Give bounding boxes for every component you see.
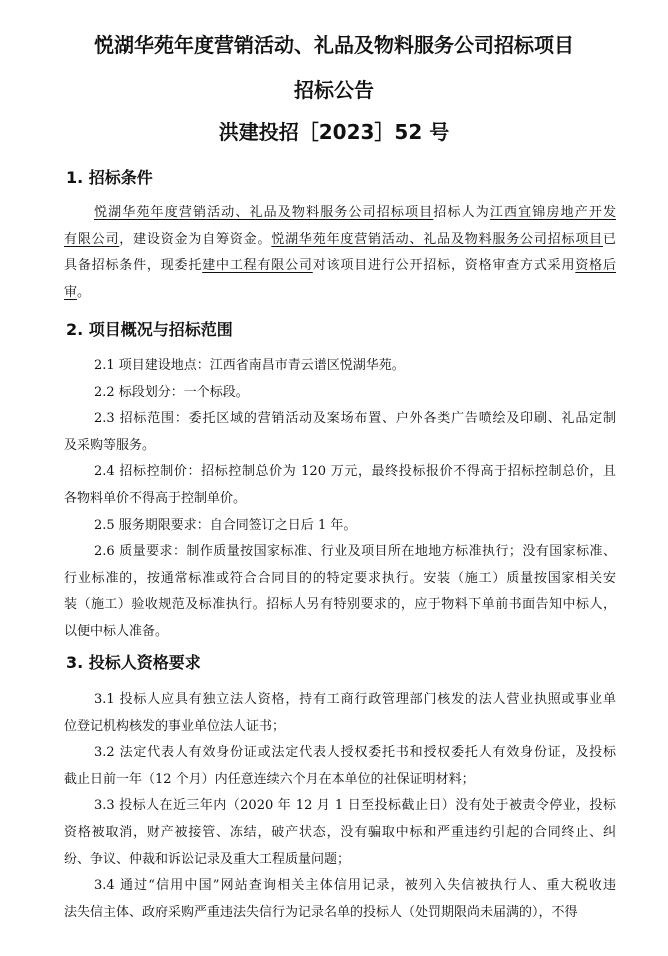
text: 对该项目进行公开招标，资格审查方式采用	[312, 258, 576, 274]
text-line	[64, 513, 616, 540]
text: 招标人为	[433, 205, 490, 220]
underlined-text: 悦湖华苑年度营销活动、礼品及物料服务公司招标项目	[271, 231, 603, 247]
text: 已	[602, 231, 616, 247]
text-line	[64, 459, 616, 486]
text: 2.4 招标控制价：招标控制总价为 120 万元，最终投标报价不得高于招标控制总价，且	[94, 464, 616, 480]
paragraph	[64, 873, 616, 926]
paragraph	[64, 200, 616, 306]
text-line	[64, 767, 616, 794]
text: 3.2 法定代表人有效身份证或法定代表人授权委托书和授权委托人有效身份证，及投标	[94, 745, 616, 761]
text-line	[64, 280, 616, 307]
text-line	[64, 847, 616, 874]
text-line	[64, 200, 616, 227]
text: 2.5 服务期限要求：自合同签订之日后 1 年。	[94, 517, 357, 533]
text: 具备招标条件，现委托	[64, 258, 203, 274]
underlined-text: 江西宜锦房地产开发	[489, 205, 616, 220]
text-line	[64, 406, 616, 433]
text-line	[64, 433, 616, 460]
text: 以便中标人准备。	[64, 623, 169, 639]
text-line	[64, 619, 616, 646]
text: 行业标准的，按通常标准或符合合同目的的特定要求执行。安装（施工）质量按国家相关安	[64, 570, 616, 586]
text: 3.4 通过“信用中国”网站查询相关主体信用记录，被列入失信被执行人、重大税收违	[94, 878, 616, 894]
text: 。	[77, 284, 91, 300]
section-body-3	[64, 687, 616, 926]
text: 2.3 招标范围：委托区域的营销活动及案场布置、户外各类广告喷绘及印刷、礼品定制	[94, 411, 616, 427]
text: 2.2 标段划分：一个标段。	[94, 384, 249, 400]
text: 2.1 项目建设地点：江西省南昌市青云谱区悦湖华苑。	[94, 358, 405, 373]
paragraph	[64, 740, 616, 793]
section-heading-3: 3. 投标人资格要求	[66, 653, 201, 672]
text: 及采购等服务。	[64, 437, 156, 453]
paragraph	[64, 353, 616, 380]
underlined-text: 悦湖华苑年度营销活动、礼品及物料服务公司招标项目	[94, 205, 434, 220]
underlined-text: 建中工程有限公司	[202, 258, 313, 274]
paragraph	[64, 380, 616, 407]
document-subtitle: 招标公告	[294, 78, 374, 102]
text: 截止日前一年（12 个月）内任意连续六个月在本单位的社保证明材料；	[64, 771, 475, 787]
text-line	[64, 820, 616, 847]
section-body-2	[64, 353, 616, 646]
text: 2.6 质量要求：制作质量按国家标准、行业及项目所在地地方标准执行；没有国家标准、	[94, 544, 616, 560]
text-line	[64, 900, 616, 927]
text-line	[64, 592, 616, 619]
text: 位登记机构核发的事业单位法人证书；	[64, 718, 286, 734]
text-line	[64, 227, 616, 254]
text: ，建设资金为自筹资金。	[119, 231, 272, 247]
section-body-1	[64, 200, 616, 306]
text: 法失信主体、政府采购严重违法失信行为记录名单的投标人（处罚期限尚未届满的），不得	[64, 904, 578, 920]
text-line	[64, 714, 616, 741]
document-title: 悦湖华苑年度营销活动、礼品及物料服务公司招标项目	[94, 33, 574, 57]
underlined-text: 资格后	[575, 258, 616, 274]
text-line	[64, 740, 616, 767]
text: 资格被取消，财产被接管、冻结，破产状态，没有骗取中标和严重违约引起的合同终止、纠	[64, 824, 616, 840]
text-line	[64, 539, 616, 566]
text: 3.1 投标人应具有独立法人资格，持有工商行政管理部门核发的法人营业执照或事业单	[94, 692, 616, 707]
text-line	[64, 873, 616, 900]
paragraph	[64, 687, 616, 740]
text-line	[64, 380, 616, 407]
text-line	[64, 253, 616, 280]
section-heading-2: 2. 项目概况与招标范围	[66, 320, 233, 339]
section-heading-1: 1. 招标条件	[66, 168, 153, 187]
text: 3.3 投标人在近三年内（2020 年 12 月 1 日至投标截止日）没有处于被责令停业，投标	[94, 798, 616, 814]
text-line	[64, 353, 616, 380]
underlined-text: 有限公司	[64, 231, 120, 247]
paragraph	[64, 406, 616, 459]
paragraph	[64, 513, 616, 540]
text: 各物料单价不得高于控制单价。	[64, 490, 247, 506]
text-line	[64, 566, 616, 593]
text-line	[64, 486, 616, 513]
text: 装（施工）验收规范及标准执行。招标人另有特别要求的，应于物料下单前书面告知中标人，	[64, 597, 616, 613]
text-line	[64, 793, 616, 820]
underlined-text: 审	[64, 284, 78, 300]
paragraph	[64, 459, 616, 512]
text: 纷、争议、仲裁和诉讼记录及重大工程质量问题；	[64, 851, 351, 867]
document-number: 洪建投招［2023］52 号	[218, 120, 450, 144]
paragraph	[64, 793, 616, 873]
text-line	[64, 687, 616, 714]
paragraph	[64, 539, 616, 645]
